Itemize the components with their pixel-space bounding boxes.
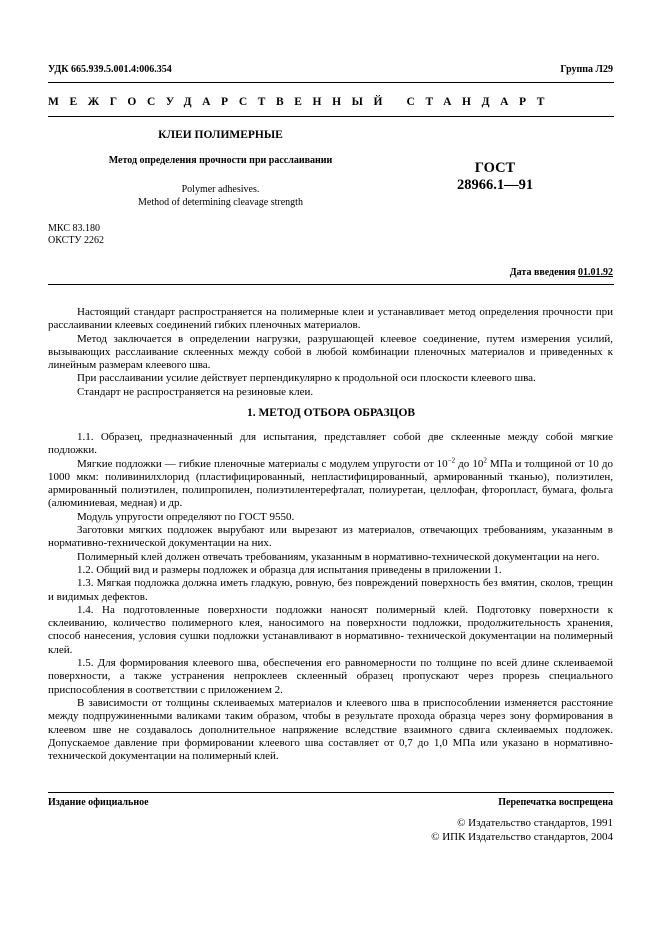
date-rule: [48, 284, 614, 285]
reprint-prohibited: Перепечатка воспрещена: [498, 797, 613, 808]
mks-code: МКС 83.180: [48, 223, 100, 234]
elastic-modulus-note: Модуль упругости определяют по ГОСТ 9550.: [77, 510, 295, 523]
clause-1-1: 1.1. Образец, предназначенный для испытания, представляет собой две склеенные между собой мягкие подложки.: [48, 431, 613, 457]
udc-code: УДК 665.939.5.001.4:006.354: [48, 64, 172, 75]
copyright-2004: © ИПК Издательство стандартов, 2004: [431, 831, 613, 843]
clause-1-2: 1.2. Общий вид и размеры подложек и образца для испытания приведены в приложении 1.: [77, 563, 502, 576]
intro-paragraph: При расслаивании усилие действует перпендикулярно к продольной оси плоскости клеевого шва.: [77, 372, 536, 385]
gost-number: 28966.1—91: [456, 177, 534, 193]
english-title-line1: Polymer adhesives.: [181, 184, 260, 195]
clause-1-5: 1.5. Для формирования клеевого шва, обеспечения его равномерности по толщине по всей длине склеиваемой поверхности, а также устранения непроклеев склеенный образец пропускают через прорезь специального приспособления в соответствии с приложением 2.: [48, 657, 613, 696]
banner-rule: [48, 116, 614, 117]
top-rule: [48, 82, 614, 83]
intro-paragraph: Настоящий стандарт распространяется на полимерные клеи и устанавливает метод определения прочности при расслаивании клеевых соединений гибких пленочных материалов.: [48, 306, 613, 332]
footer-rule: [48, 792, 614, 793]
standard-banner: МЕЖГОСУДАРСТВЕННЫЙ СТАНДАРТ: [48, 96, 556, 108]
soft-substrates-definition: Мягкие подложки — гибкие пленочные материалы с модулем упругости от $10^{-2}$ до $10^2$ МПа и толщиной от 10 до 1000 мкм: поливинилхлорид (пластифицированный, непластифицированный, армированный тканью), полиэтилен, армированный полиэтилен, полипропилен, полиэтилентерефталат, полиуретан, целлофан, фторопласт, бумага, фольга (алюминиевая, медная) и др.: [48, 455, 613, 510]
section-1-heading: 1. МЕТОД ОТБОРА ОБРАЗЦОВ: [246, 407, 416, 419]
group-code: Группа Л29: [560, 64, 613, 75]
okstu-code: ОКСТУ 2262: [48, 235, 105, 246]
intro-text: [48, 306, 613, 399]
official-edition: Издание официальное: [48, 797, 149, 808]
introduction-date-value: 01.01.92: [578, 267, 613, 278]
english-title-line2: Method of determining cleavage strength: [138, 197, 303, 208]
intro-paragraph: Метод заключается в определении нагрузки, разрушающей клеевое соединение, путем измерения усилий, вызывающих расслаивание склеенных между собой в любой комбинации пленочных материалов и приведенных к линейным размерам клеевого шва.: [48, 332, 613, 372]
document-title: КЛЕИ ПОЛИМЕРНЫЕ: [158, 129, 283, 141]
clause-1-5-pressure: В зависимости от толщины склеиваемых материалов и клеевого шва в приспособлении изменяется расстояние между подпружиненными валиками таким образом, чтобы в результате прохода образца через зону формирования в клеевом шве не создавалось дополнительное напряжение вследствие взаимного сдвига склеиваемых подложек. Допускаемое давление при формировании клеевого шва составляет от 0,7 до 1,0 МПа или указано в нормативно-технической документации на полимерный клей.: [48, 696, 613, 763]
clause-1-4: 1.4. На подготовленные поверхности подложки наносят полимерный клей. Подготовку поверхности к склеиванию, количество полимерного клея, наносимого на поверхности подложки, продолжительность хранения, способ нанесения, условия сушки подложки устанавливают в нормативно- технической документации на полимерный клей.: [48, 603, 613, 656]
section-1-text: [48, 431, 613, 763]
intro-paragraph: Стандарт не распространяется на резиновые клеи.: [77, 385, 314, 398]
gost-label: ГОСТ: [474, 160, 516, 176]
blanks-note: Заготовки мягких подложек вырубают или вырезают из материалов, отвечающих требованиям, указанным в нормативно-технической документации на них.: [48, 524, 613, 550]
document-subtitle: Метод определения прочности при расслаивании: [108, 155, 333, 166]
clause-1-3: 1.3. Мягкая подложка должна иметь гладкую, ровную, без повреждений поверхность без вмятин, сколов, трещин и видимых дефектов.: [48, 577, 613, 603]
introduction-date: [510, 267, 613, 278]
adhesive-requirements: Полимерный клей должен отвечать требованиям, указанным в нормативно-технической документации на него.: [77, 550, 600, 563]
introduction-date-label: Дата введения: [509, 267, 576, 278]
copyright-1991: © Издательство стандартов, 1991: [457, 817, 613, 829]
